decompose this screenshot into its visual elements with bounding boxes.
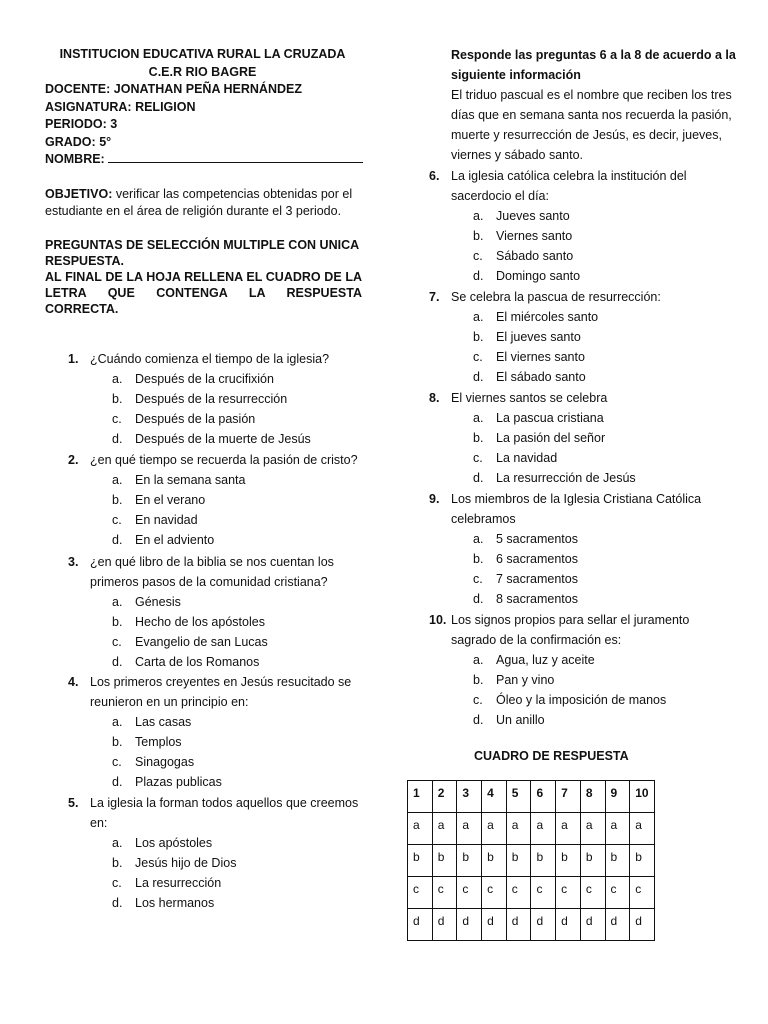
answer-row [408,877,655,909]
options-list [68,470,368,550]
answer-cell[interactable]: c [506,877,531,909]
option-letter: c. [112,513,122,527]
option-letter: a. [473,411,484,425]
option-text: Los hermanos [135,896,215,910]
question-text: El viernes santos se celebra [451,391,608,405]
answer-header-cell: 4 [482,781,507,813]
question-text: Los miembros de la Iglesia Cristiana Católica celebramos [451,492,702,526]
question-1 [68,349,368,449]
question-number: 4. [68,675,79,689]
school-center: C.E.R RIO BAGRE [148,64,257,79]
answer-cell[interactable]: b [457,845,482,877]
question-8 [429,388,734,488]
answer-cell[interactable]: b [408,845,433,877]
option-text: En el adviento [135,533,215,547]
answer-cell[interactable]: c [531,877,556,909]
option-item[interactable] [112,470,368,490]
docente-line [45,81,363,99]
option-text: Domingo santo [496,269,581,283]
nombre-label: NOMBRE: [45,152,105,166]
answer-cell[interactable]: d [408,909,433,941]
question-number: 9. [429,492,440,506]
question-number: 6. [429,169,440,183]
question-9 [429,489,734,609]
question-text: Se celebra la pascua de resurrección: [451,290,661,304]
option-item[interactable] [112,389,368,409]
question-text: ¿en qué tiempo se recuerda la pasión de cristo? [90,453,358,467]
option-text: La resurrección [135,876,222,890]
option-text: La resurrección de Jesús [496,471,636,485]
answer-cell[interactable]: a [605,813,630,845]
option-letter: b. [112,493,123,507]
option-item[interactable] [112,772,368,792]
question-text: La iglesia católica celebra la institución del sacerdocio el día: [451,169,687,203]
question-stem [429,287,734,307]
school-name: INSTITUCION EDUCATIVA RURAL LA CRUZADA [59,47,346,61]
options-list [68,833,368,913]
option-text: Los apóstoles [135,836,213,850]
answer-cell[interactable]: d [457,909,482,941]
docente-value: JONATHAN PEÑA HERNÁNDEZ [113,82,302,96]
option-item[interactable] [112,873,368,893]
option-text: Después de la pasión [135,412,256,426]
answer-cell[interactable]: b [580,845,605,877]
question-number: 10. [429,613,447,627]
option-item[interactable] [473,307,734,327]
answer-cell[interactable]: c [432,877,457,909]
answer-cell[interactable]: a [408,813,433,845]
answer-cell[interactable]: b [556,845,581,877]
option-letter: a. [473,209,484,223]
nombre-blank[interactable] [108,151,363,163]
option-item[interactable] [473,448,734,468]
answer-header-cell: 7 [556,781,581,813]
option-item[interactable] [473,408,734,428]
answer-cell[interactable]: a [531,813,556,845]
option-text: Óleo y la imposición de manos [496,693,667,707]
answer-cell[interactable]: c [408,877,433,909]
option-letter: b. [473,229,484,243]
question-stem [429,610,734,650]
option-item[interactable] [112,429,368,449]
answer-cell[interactable]: b [432,845,457,877]
option-item[interactable] [473,226,734,246]
option-item[interactable] [473,327,734,347]
option-item[interactable] [112,612,368,632]
option-text: Sábado santo [496,249,574,263]
option-letter: b. [473,673,484,687]
option-text: La pasión del señor [496,431,606,445]
option-letter: a. [112,473,123,487]
info-block [451,45,741,165]
instructions-line2: AL FINAL DE LA HOJA RELLENA EL CUADRO DE LA LETRA QUE CONTENGA LA RESPUESTA CORRECTA. [45,270,362,316]
option-letter: c. [473,350,483,364]
question-text: La iglesia la forman todos aquellos que creemos en: [90,796,359,830]
option-letter: a. [473,310,484,324]
answer-cell[interactable]: a [556,813,581,845]
option-item[interactable] [112,712,368,732]
option-letter: d. [112,896,123,910]
option-text: La navidad [496,451,558,465]
question-number: 3. [68,555,79,569]
answer-cell[interactable]: c [457,877,482,909]
answer-cell[interactable]: a [482,813,507,845]
option-item[interactable] [473,589,734,609]
answer-cell[interactable]: c [556,877,581,909]
option-item[interactable] [112,632,368,652]
option-item[interactable] [473,266,734,286]
option-text: Sinagogas [135,755,195,769]
objective-text: verificar las competencias obtenidas por el estudiante en el área de religión durante el 3 periodo. [45,187,353,218]
option-text: Un anillo [496,713,545,727]
option-item[interactable] [473,367,734,387]
option-text: 6 sacramentos [496,552,578,566]
option-letter: b. [112,735,123,749]
option-item[interactable] [112,592,368,612]
nombre-line [45,151,363,169]
option-text: Plazas publicas [135,775,222,789]
option-letter: c. [473,249,483,263]
periodo-value: 3 [110,117,118,131]
option-text: Jueves santo [496,209,570,223]
asignatura-line [45,99,363,117]
option-text: Génesis [135,595,181,609]
asignatura-value: RELIGION [135,99,196,114]
option-text: El viernes santo [496,350,585,364]
question-number: 5. [68,796,79,810]
option-item[interactable] [473,710,734,730]
answer-cell[interactable]: b [482,845,507,877]
question-stem [429,166,734,206]
question-7 [429,287,734,387]
answer-cell[interactable]: b [605,845,630,877]
option-letter: d. [473,592,484,606]
answer-cell[interactable]: d [531,909,556,941]
answer-cell[interactable]: d [580,909,605,941]
periodo-label: PERIODO: [45,117,107,131]
option-letter: a. [112,372,123,386]
periodo-line [45,116,363,134]
grado-value: 5° [99,134,112,149]
question-stem [68,450,368,470]
answer-cell[interactable]: a [457,813,482,845]
option-letter: a. [473,532,484,546]
answer-cell[interactable]: d [630,909,655,941]
option-text: 7 sacramentos [496,572,578,586]
answer-cell[interactable]: a [506,813,531,845]
option-item[interactable] [112,369,368,389]
option-item[interactable] [473,206,734,226]
option-text: Carta de los Romanos [135,655,260,669]
option-text: Agua, luz y aceite [496,653,595,667]
question-stem [68,349,368,369]
answer-box-table [407,780,655,941]
question-stem [68,672,368,712]
answer-cell[interactable]: c [605,877,630,909]
options-list [68,712,368,792]
question-text: Los signos propios para sellar el juramento sagrado de la confirmación es: [451,613,690,647]
option-text: 8 sacramentos [496,592,578,606]
option-letter: b. [112,856,123,870]
question-3 [68,552,368,672]
objective [45,186,365,220]
option-text: En la semana santa [135,473,246,487]
answer-header-cell: 8 [580,781,605,813]
option-item[interactable] [473,347,734,367]
option-item[interactable] [473,569,734,589]
option-letter: d. [473,269,484,283]
answer-cell[interactable]: d [506,909,531,941]
question-stem [429,489,734,529]
question-10 [429,610,734,730]
info-heading: Responde las preguntas 6 a la 8 de acuerdo a la siguiente información [451,48,736,82]
option-text: El miércoles santo [496,310,599,324]
answer-cell[interactable]: d [432,909,457,941]
option-letter: d. [473,370,484,384]
answer-cell[interactable]: d [605,909,630,941]
option-text: La pascua cristiana [496,411,604,425]
answer-cell[interactable]: d [482,909,507,941]
answer-row [408,813,655,845]
options-list [429,206,734,286]
question-stem [429,388,734,408]
option-text: El jueves santo [496,330,581,344]
question-stem [68,552,368,592]
answer-row [408,845,655,877]
answer-box-title: CUADRO DE RESPUESTA [474,749,629,763]
option-item[interactable] [112,853,368,873]
option-letter: d. [112,533,123,547]
question-6 [429,166,734,286]
question-number: 7. [429,290,440,304]
answer-cell[interactable]: b [531,845,556,877]
option-letter: b. [473,552,484,566]
document-header [45,46,363,169]
options-list [429,408,734,488]
question-5 [68,793,368,913]
question-number: 2. [68,453,79,467]
objective-label: OBJETIVO: [45,187,113,201]
options-list [429,307,734,387]
option-letter: b. [473,431,484,445]
option-item[interactable] [112,510,368,530]
option-text: Después de la muerte de Jesús [135,432,311,446]
options-list [68,592,368,672]
question-2 [68,450,368,550]
option-text: En el verano [135,493,206,507]
question-text: ¿Cuándo comienza el tiempo de la iglesia? [90,352,330,366]
option-text: 5 sacramentos [496,532,578,546]
info-text: El triduo pascual es el nombre que reciben los tres días que en semana santa nos recuerda la pasión, muerte y resurrección de Jesús, es decir, jueves, viernes y sábado santo. [451,88,732,162]
option-letter: a. [473,653,484,667]
answer-header-cell: 5 [506,781,531,813]
option-item[interactable] [473,549,734,569]
options-list [429,650,734,730]
option-item[interactable] [473,529,734,549]
option-letter: b. [112,392,123,406]
option-item[interactable] [112,490,368,510]
answer-header-cell: 10 [630,781,655,813]
option-text: Después de la crucifixión [135,372,274,386]
option-letter: d. [112,775,123,789]
option-item[interactable] [112,732,368,752]
answer-row [408,909,655,941]
option-letter: b. [112,615,123,629]
option-item[interactable] [112,893,368,913]
instructions [45,237,362,317]
options-list [429,529,734,609]
options-list [68,369,368,449]
option-letter: b. [473,330,484,344]
answer-header-cell: 2 [432,781,457,813]
option-letter: d. [112,432,123,446]
option-text: Hecho de los apóstoles [135,615,265,629]
option-letter: c. [473,451,483,465]
option-text: Templos [135,735,182,749]
option-item[interactable] [473,670,734,690]
option-letter: d. [473,471,484,485]
option-text: Después de la resurrección [135,392,288,406]
answer-cell[interactable]: c [630,877,655,909]
option-text: En navidad [135,513,198,527]
option-item[interactable] [112,409,368,429]
option-text: Viernes santo [496,229,573,243]
option-item[interactable] [473,690,734,710]
option-letter: c. [112,412,122,426]
option-letter: a. [112,836,123,850]
question-number: 1. [68,352,79,366]
option-letter: c. [112,755,122,769]
question-text: ¿en qué libro de la biblia se nos cuentan los primeros pasos de la comunidad cristiana? [90,555,334,589]
question-stem [68,793,368,833]
option-item[interactable] [473,428,734,448]
answer-cell[interactable]: b [506,845,531,877]
option-letter: c. [112,876,122,890]
option-letter: c. [473,572,483,586]
answer-header-cell: 6 [531,781,556,813]
option-text: Jesús hijo de Dios [135,856,237,870]
answer-cell[interactable]: a [580,813,605,845]
answer-cell[interactable]: c [580,877,605,909]
option-item[interactable] [112,652,368,672]
option-letter: a. [112,595,123,609]
answer-cell[interactable]: b [630,845,655,877]
option-item[interactable] [473,246,734,266]
instructions-line1: PREGUNTAS DE SELECCIÓN MULTIPLE CON UNICA RESPUESTA. [45,238,359,268]
answer-cell[interactable]: d [556,909,581,941]
answer-header-cell: 9 [605,781,630,813]
answer-header-cell: 3 [457,781,482,813]
option-text: Las casas [135,715,192,729]
grado-label: GRADO: [45,134,96,149]
question-4 [68,672,368,792]
question-text: Los primeros creyentes en Jesús resucitado se reunieron en un principio en: [90,675,352,709]
option-item[interactable] [112,833,368,853]
option-item[interactable] [112,530,368,550]
option-text: El sábado santo [496,370,586,384]
docente-label: DOCENTE: [45,82,111,96]
answer-header-row [408,781,655,813]
asignatura-label: ASIGNATURA: [45,99,132,114]
option-item[interactable] [112,752,368,772]
answer-header-cell: 1 [408,781,433,813]
answer-cell[interactable]: a [630,813,655,845]
answer-cell[interactable]: a [432,813,457,845]
option-letter: d. [112,655,123,669]
option-letter: c. [473,693,483,707]
option-item[interactable] [473,650,734,670]
answer-cell[interactable]: c [482,877,507,909]
grado-line [45,134,363,152]
option-text: Evangelio de san Lucas [135,635,268,649]
option-item[interactable] [473,468,734,488]
question-number: 8. [429,391,440,405]
option-letter: c. [112,635,122,649]
option-letter: a. [112,715,123,729]
option-letter: d. [473,713,484,727]
option-text: Pan y vino [496,673,555,687]
